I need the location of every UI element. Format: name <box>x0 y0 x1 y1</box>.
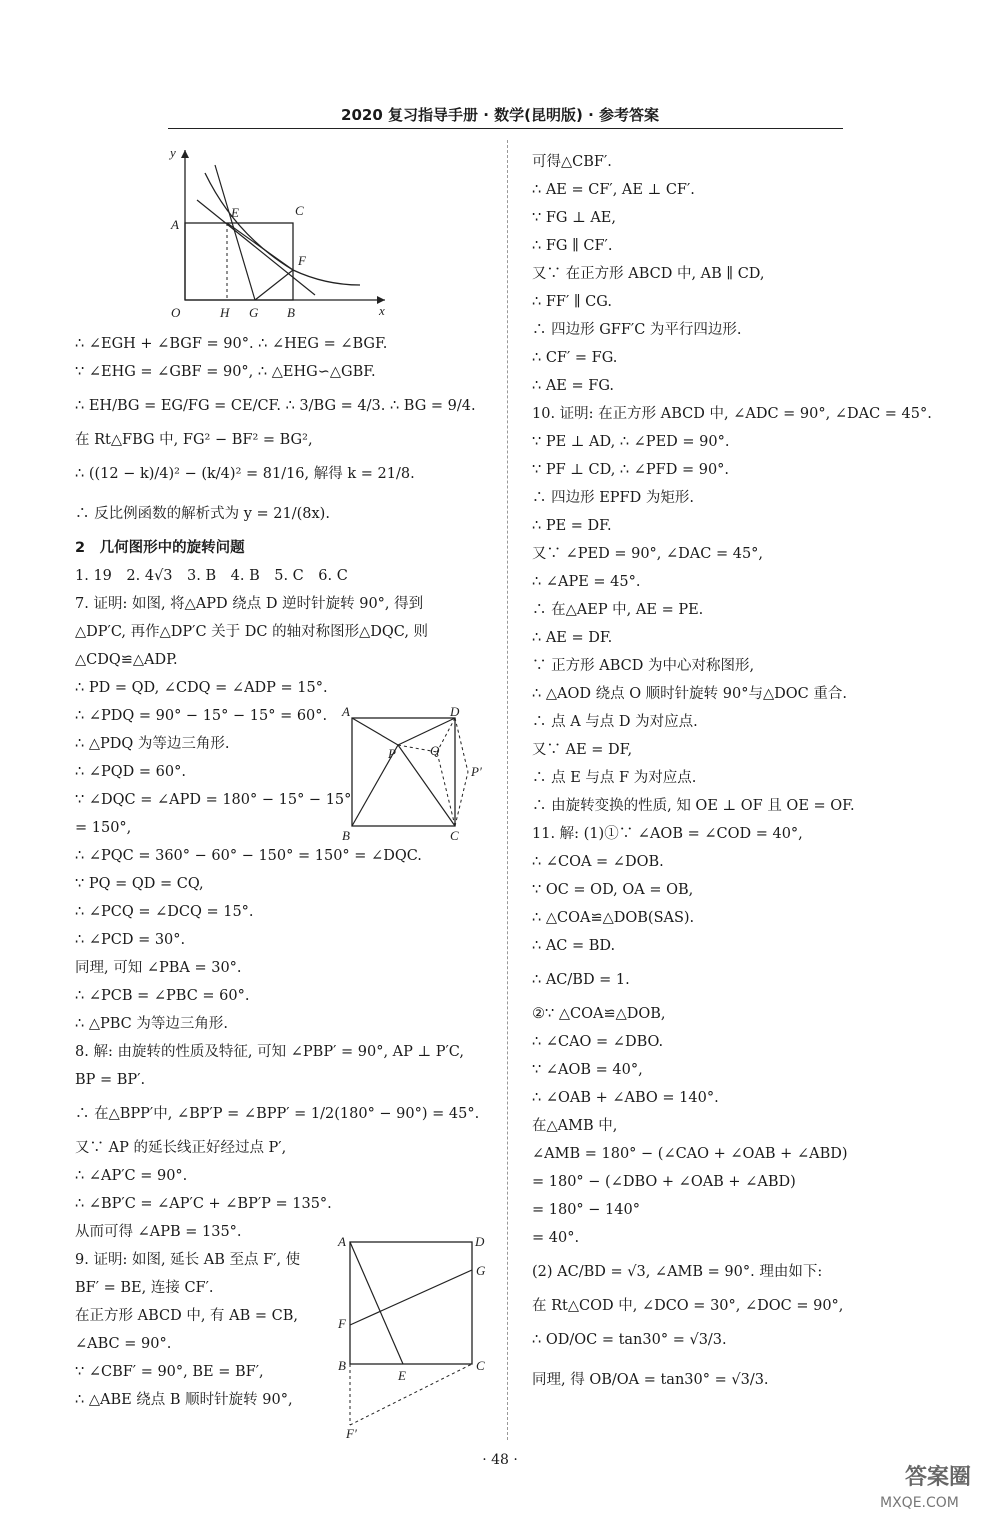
left-line: ∴ PD = QD, ∠CDQ = ∠ADP = 15°. <box>75 680 328 696</box>
left-line: ∴ ((12 − k)/4)² − (k/4)² = 81/16, 解得 k = 21/8. <box>75 466 415 482</box>
left-line: ∴ ∠PCD = 30°. <box>75 932 186 948</box>
left-line: △DP′C, 再作△DP′C 关于 DC 的轴对称图形△DQC, 则 <box>75 624 429 640</box>
right-line: ∴ ∠COA = ∠DOB. <box>532 854 664 870</box>
right-line: 11. 解: (1)①∵ ∠AOB = ∠COD = 40°, <box>532 826 803 842</box>
fig2-C: C <box>450 828 459 843</box>
right-line: (2) AC/BD = √3, ∠AMB = 90°. 理由如下: <box>532 1264 823 1280</box>
fig2-Q: Q <box>430 743 440 758</box>
right-line: ∴ CF′ = FG. <box>532 350 618 366</box>
left-line: ∴ ∠PQD = 60°. <box>75 764 186 780</box>
right-line: 在△AMB 中, <box>532 1118 618 1134</box>
fig3-F: F <box>338 1316 346 1331</box>
fig3-E: E <box>398 1368 406 1383</box>
right-line: ∴ FG ∥ CF′. <box>532 238 613 254</box>
section-heading: 2 几何图形中的旋转问题 <box>75 540 245 556</box>
right-line: ∵ 正方形 ABCD 为中心对称图形, <box>532 658 755 674</box>
fig1-C: C <box>295 203 304 218</box>
fig1-A: A <box>171 217 179 232</box>
right-line: 在 Rt△COD 中, ∠DCO = 30°, ∠DOC = 90°, <box>532 1298 844 1314</box>
left-line: ∵ PQ = QD = CQ, <box>75 876 204 892</box>
right-line: ∴ AC = BD. <box>532 938 616 954</box>
fig3-C: C <box>476 1358 485 1373</box>
figure1-space <box>75 148 500 330</box>
right-line: ∴ AE = CF′, AE ⊥ CF′. <box>532 182 695 198</box>
right-line: = 180° − 140° <box>532 1202 640 1218</box>
left-line: ∴ 在△BPP′中, ∠BP′P = ∠BPP′ = 1/2(180° − 90°) = 45°. <box>75 1106 480 1122</box>
right-line: ∴ AE = FG. <box>532 378 614 394</box>
page-header: 2020 复习指导手册 · 数学(昆明版) · 参考答案 <box>341 106 659 124</box>
left-line: BP = BP′. <box>75 1072 146 1088</box>
fig3-A: A <box>338 1234 346 1249</box>
left-line: 从而可得 ∠APB = 135°. <box>75 1224 242 1240</box>
fig1-O: O <box>171 305 181 320</box>
left-line: ∵ ∠CBF′ = 90°, BE = BF′, <box>75 1364 264 1380</box>
left-line: ∴ ∠BP′C = ∠AP′C + ∠BP′P = 135°. <box>75 1196 332 1212</box>
right-line: ∴ PE = DF. <box>532 518 612 534</box>
right-line: ∵ ∠AOB = 40°, <box>532 1062 643 1078</box>
fig1-G: G <box>249 305 259 320</box>
fig1-B: B <box>287 305 295 320</box>
right-line: ∴ ∠APE = 45°. <box>532 574 641 590</box>
watermark-url: MXQE.COM <box>880 1495 959 1511</box>
left-column <box>75 148 500 1414</box>
right-line: ∴ 点 E 与点 F 为对应点. <box>532 770 697 786</box>
left-line: ∴ △ABE 绕点 B 顺时针旋转 90°, <box>75 1392 293 1408</box>
left-line: ∴ △PBC 为等边三角形. <box>75 1016 228 1032</box>
fig2-A: A <box>342 704 350 719</box>
right-line: ∵ OC = OD, OA = OB, <box>532 882 694 898</box>
right-line: ∴ 点 A 与点 D 为对应点. <box>532 714 698 730</box>
left-line: ∴ ∠PQC = 360° − 60° − 150° = 150° = ∠DQC. <box>75 848 422 864</box>
right-line: ∴ 由旋转变换的性质, 知 OE ⊥ OF 且 OE = OF. <box>532 798 855 814</box>
right-line: ∠AMB = 180° − (∠CAO + ∠OAB + ∠ABD) <box>532 1146 848 1162</box>
right-line: 同理, 得 OB/OA = tan30° = √3/3. <box>532 1372 769 1388</box>
right-line: ∴ AC/BD = 1. <box>532 972 630 988</box>
right-line: ∴ △COA≌△DOB(SAS). <box>532 910 695 926</box>
right-line: ∴ 四边形 GFF′C 为平行四边形. <box>532 322 742 338</box>
left-line: ∵ ∠EHG = ∠GBF = 90°, ∴ △EHG∽△GBF. <box>75 364 376 380</box>
left-line: ∵ ∠DQC = ∠APD = 180° − 15° − 15° <box>75 792 352 808</box>
right-line: ∵ FG ⊥ AE, <box>532 210 616 226</box>
right-line: ∴ ∠CAO = ∠DBO. <box>532 1034 664 1050</box>
right-line: ∴ OD/OC = tan30° = √3/3. <box>532 1332 727 1348</box>
left-line: 8. 解: 由旋转的性质及特征, 可知 ∠PBP′ = 90°, AP ⊥ P′C, <box>75 1044 464 1060</box>
right-line: ∵ PE ⊥ AD, ∴ ∠PED = 90°. <box>532 434 730 450</box>
left-line: 在正方形 ABCD 中, 有 AB = CB, <box>75 1308 299 1324</box>
right-line: 又∵ 在正方形 ABCD 中, AB ∥ CD, <box>532 266 765 282</box>
fig2-P-prime: P′ <box>471 764 482 779</box>
column-divider <box>507 140 508 1440</box>
watermark-logo: 答案圈 <box>905 1465 972 1490</box>
fig2-P: P <box>388 746 396 761</box>
page-number: · 48 · <box>482 1452 518 1468</box>
left-line: 同理, 可知 ∠PBA = 30°. <box>75 960 242 976</box>
fig3-D: D <box>475 1234 485 1249</box>
right-line: = 40°. <box>532 1230 580 1246</box>
left-line: 在 Rt△FBG 中, FG² − BF² = BG², <box>75 432 313 448</box>
fig3-G: G <box>476 1263 486 1278</box>
left-line: = 150°, <box>75 820 132 836</box>
fig1-x-label: x <box>379 303 385 318</box>
right-line: ∴ FF′ ∥ CG. <box>532 294 612 310</box>
right-line: ∴ ∠OAB + ∠ABO = 140°. <box>532 1090 719 1106</box>
right-line: 10. 证明: 在正方形 ABCD 中, ∠ADC = 90°, ∠DAC = 45°. <box>532 406 932 422</box>
right-line: ∴ 在△AEP 中, AE = PE. <box>532 602 704 618</box>
left-line: ∴ ∠AP′C = 90°. <box>75 1168 188 1184</box>
fig3-F-prime: F′ <box>346 1426 357 1440</box>
header-rule <box>168 128 843 129</box>
fig1-F: F <box>298 253 306 268</box>
left-line: ∴ ∠PDQ = 90° − 15° − 15° = 60°. <box>75 708 328 724</box>
fig3-B: B <box>338 1358 346 1373</box>
left-line: ∴ ∠EGH + ∠BGF = 90°. ∴ ∠HEG = ∠BGF. <box>75 336 388 352</box>
right-line: ∴ △AOD 绕点 O 顺时针旋转 90°与△DOC 重合. <box>532 686 847 702</box>
right-line: 又∵ ∠PED = 90°, ∠DAC = 45°, <box>532 546 764 562</box>
right-line: ∴ AE = DF. <box>532 630 613 646</box>
right-line: 可得△CBF′. <box>532 154 612 170</box>
right-line: ②∵ △COA≌△DOB, <box>532 1006 666 1022</box>
left-line: ∴ ∠PCB = ∠PBC = 60°. <box>75 988 250 1004</box>
left-line: 又∵ AP 的延长线正好经过点 P′, <box>75 1140 287 1156</box>
right-column <box>532 148 972 1400</box>
left-line: 1. 19 2. 4√3 3. B 4. B 5. C 6. C <box>75 568 348 584</box>
left-line: ∴ 反比例函数的解析式为 y = 21/(8x). <box>75 506 330 522</box>
left-line: BF′ = BE, 连接 CF′. <box>75 1280 214 1296</box>
left-line: 7. 证明: 如图, 将△APD 绕点 D 逆时针旋转 90°, 得到 <box>75 596 424 612</box>
fig1-H: H <box>220 305 230 320</box>
left-line: △CDQ≌△ADP. <box>75 652 178 668</box>
right-line: ∴ 四边形 EPFD 为矩形. <box>532 490 694 506</box>
fig2-B: B <box>342 828 350 843</box>
right-line: 又∵ AE = DF, <box>532 742 633 758</box>
left-line: ∠ABC = 90°. <box>75 1336 172 1352</box>
left-line: ∴ EH/BG = EG/FG = CE/CF. ∴ 3/BG = 4/3. ∴ BG = 9/4. <box>75 398 476 414</box>
left-line: ∴ ∠PCQ = ∠DCQ = 15°. <box>75 904 254 920</box>
left-line: 9. 证明: 如图, 延长 AB 至点 F′, 使 <box>75 1252 301 1268</box>
fig1-E: E <box>231 205 239 220</box>
right-line: = 180° − (∠DBO + ∠OAB + ∠ABD) <box>532 1174 796 1190</box>
right-line: ∵ PF ⊥ CD, ∴ ∠PFD = 90°. <box>532 462 730 478</box>
fig2-D: D <box>450 704 460 719</box>
fig1-y-label: y <box>170 145 176 160</box>
left-line: ∴ △PDQ 为等边三角形. <box>75 736 230 752</box>
